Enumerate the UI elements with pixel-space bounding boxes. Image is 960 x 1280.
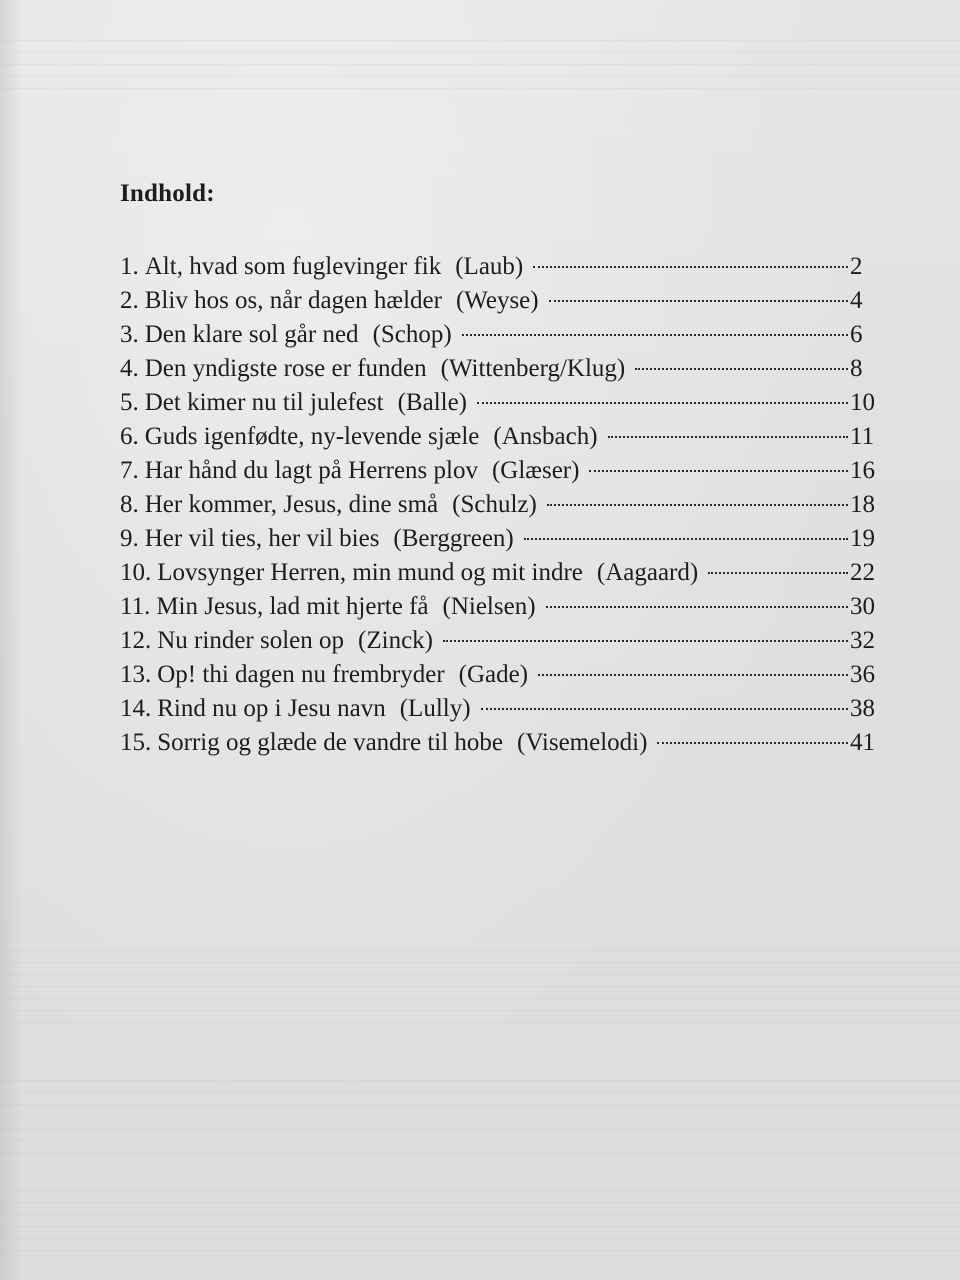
song-title: Rind nu op i Jesu navn [157, 695, 386, 722]
dot-leader [549, 300, 848, 302]
composer-name: (Lully) [399, 695, 471, 722]
page-number: 22 [850, 559, 875, 586]
entry-number: 3. [120, 321, 139, 348]
dot-leader [443, 640, 848, 642]
toc-entry [120, 726, 880, 760]
song-title: Nu rinder solen op [157, 627, 345, 654]
toc-entry [120, 658, 880, 692]
toc-entry [120, 556, 880, 590]
toc-entry [120, 318, 880, 352]
composer-name: (Berggreen) [393, 525, 514, 552]
entry-number: 15. [120, 729, 152, 756]
song-title: Her kommer, Jesus, dine små [144, 491, 439, 518]
composer-name: (Nielsen) [442, 593, 536, 620]
song-title: Min Jesus, lad mit hjerte få [156, 593, 429, 620]
entry-number: 8. [120, 491, 139, 518]
toc-entry [120, 284, 880, 318]
page-number: 38 [850, 695, 875, 722]
entry-number: 6. [120, 423, 139, 450]
page-number: 19 [850, 525, 875, 552]
composer-name: (Gade) [458, 661, 529, 688]
composer-name: (Aagaard) [596, 559, 699, 586]
composer-name: (Ansbach) [493, 423, 598, 450]
song-title: Det kimer nu til julefest [144, 389, 384, 416]
entry-number: 2. [120, 287, 139, 314]
song-title: Her vil ties, her vil bies [144, 525, 380, 552]
composer-name: (Laub) [455, 253, 524, 280]
entry-number: 13. [120, 661, 152, 688]
song-title: Bliv hos os, når dagen hælder [144, 287, 442, 314]
page-number: 30 [850, 593, 875, 620]
page-number: 18 [850, 491, 875, 518]
dot-leader [481, 708, 848, 710]
dot-leader [635, 368, 848, 370]
dot-leader [524, 538, 848, 540]
toc-entry [120, 420, 880, 454]
dot-leader [538, 674, 848, 676]
composer-name: (Visemelodi) [517, 729, 648, 756]
composer-name: (Zinck) [358, 627, 433, 654]
page-number: 2 [850, 253, 863, 280]
dot-leader [462, 334, 848, 336]
composer-name: (Wittenberg/Klug) [440, 355, 626, 382]
dot-leader [708, 572, 848, 574]
page-number: 16 [850, 457, 875, 484]
bleed-through-staff [0, 40, 960, 100]
song-title: Har hånd du lagt på Herrens plov [144, 457, 478, 484]
entry-number: 1. [120, 253, 139, 280]
dot-leader [533, 266, 848, 268]
dot-leader [589, 470, 848, 472]
page-number: 41 [850, 729, 875, 756]
composer-name: (Weyse) [455, 287, 539, 314]
composer-name: (Glæser) [491, 457, 580, 484]
dot-leader [477, 402, 848, 404]
toc-entry [120, 692, 880, 726]
page-number: 11 [850, 423, 875, 450]
dot-leader [657, 742, 848, 744]
page-number: 36 [850, 661, 875, 688]
toc-entry [120, 590, 880, 624]
entry-number: 4. [120, 355, 139, 382]
toc-entry [120, 454, 880, 488]
page-number: 6 [850, 321, 863, 348]
page-number: 32 [850, 627, 875, 654]
page-number: 4 [850, 287, 863, 314]
toc-entry [120, 386, 880, 420]
composer-name: (Schulz) [452, 491, 537, 518]
bleed-through-staff [0, 1190, 960, 1260]
entry-number: 12. [120, 627, 152, 654]
entry-number: 10. [120, 559, 152, 586]
entry-number: 11. [120, 593, 151, 620]
song-title: Sorrig og glæde de vandre til hobe [157, 729, 504, 756]
toc-heading: Indhold: [120, 180, 215, 207]
toc-entry [120, 250, 880, 284]
page-number: 8 [850, 355, 863, 382]
song-title: Op! thi dagen nu frembryder [157, 661, 445, 688]
bleed-through-staff [0, 1080, 960, 1160]
song-title: Alt, hvad som fuglevinger fik [144, 253, 442, 280]
entry-number: 7. [120, 457, 139, 484]
song-title: Den yndigste rose er funden [144, 355, 427, 382]
entry-number: 9. [120, 525, 139, 552]
entry-number: 5. [120, 389, 139, 416]
composer-name: (Balle) [397, 389, 468, 416]
song-title: Den klare sol går ned [144, 321, 359, 348]
toc-entry [120, 522, 880, 556]
toc-entry [120, 624, 880, 658]
dot-leader [608, 436, 848, 438]
table-of-contents [120, 250, 880, 760]
toc-entry [120, 488, 880, 522]
bleed-through-staff [0, 950, 960, 1030]
dot-leader [546, 606, 848, 608]
page-number: 10 [850, 389, 875, 416]
composer-name: (Schop) [372, 321, 452, 348]
entry-number: 14. [120, 695, 152, 722]
song-title: Guds igenfødte, ny-levende sjæle [144, 423, 480, 450]
toc-entry [120, 352, 880, 386]
dot-leader [547, 504, 848, 506]
song-title: Lovsynger Herren, min mund og mit indre [157, 559, 583, 586]
